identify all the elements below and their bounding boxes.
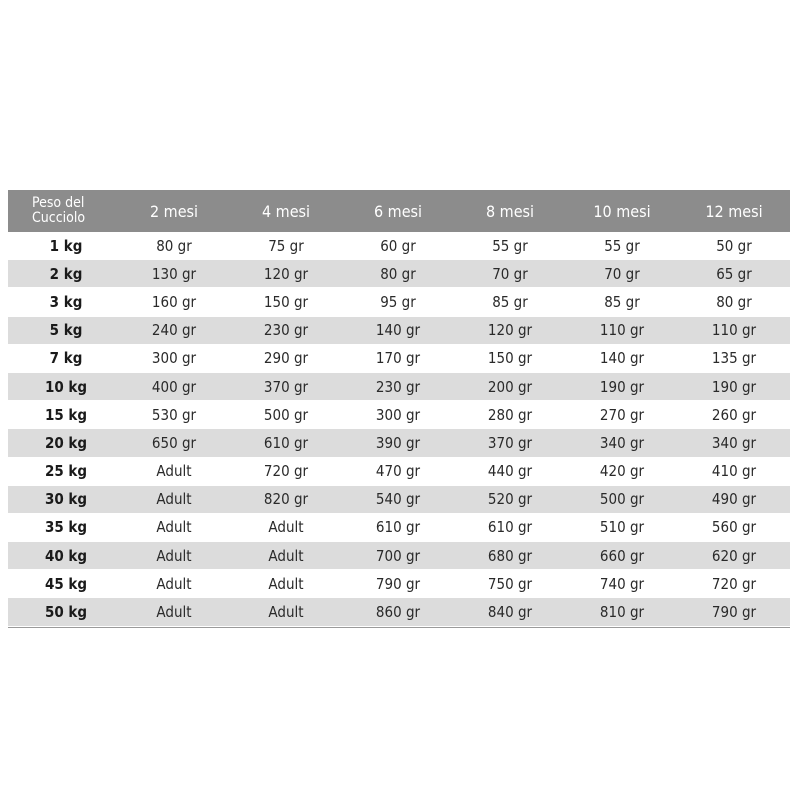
portion-cell: 400 gr	[118, 372, 230, 400]
portion-cell: 540 gr	[342, 485, 454, 513]
portion-cell: 500 gr	[566, 485, 678, 513]
weight-cell: 40 kg	[8, 542, 118, 570]
header-weight: Peso del Cucciolo	[8, 190, 118, 232]
portion-cell: 200 gr	[454, 372, 566, 400]
portion-cell: 190 gr	[566, 372, 678, 400]
table-body	[8, 232, 790, 626]
table-bottom-rule	[8, 627, 790, 628]
portion-cell: 240 gr	[118, 316, 230, 344]
table-row	[8, 570, 790, 598]
portion-cell: 160 gr	[118, 288, 230, 316]
table-row	[8, 457, 790, 485]
table-row	[8, 485, 790, 513]
portion-cell: 700 gr	[342, 542, 454, 570]
portion-cell: 560 gr	[678, 513, 790, 541]
weight-cell: 20 kg	[8, 429, 118, 457]
weight-cell: 3 kg	[8, 288, 118, 316]
feeding-table-container	[8, 190, 790, 628]
weight-cell: 25 kg	[8, 457, 118, 485]
weight-cell: 30 kg	[8, 485, 118, 513]
portion-cell: Adult	[118, 457, 230, 485]
portion-cell: 530 gr	[118, 401, 230, 429]
portion-cell: 820 gr	[230, 485, 342, 513]
portion-cell: 110 gr	[678, 316, 790, 344]
portion-cell: 80 gr	[118, 232, 230, 260]
portion-cell: 170 gr	[342, 344, 454, 372]
portion-cell: 135 gr	[678, 344, 790, 372]
weight-cell: 10 kg	[8, 372, 118, 400]
portion-cell: 140 gr	[566, 344, 678, 372]
weight-cell: 50 kg	[8, 598, 118, 626]
portion-cell: Adult	[230, 542, 342, 570]
portion-cell: 110 gr	[566, 316, 678, 344]
portion-cell: 270 gr	[566, 401, 678, 429]
portion-cell: 840 gr	[454, 598, 566, 626]
table-row	[8, 372, 790, 400]
portion-cell: Adult	[118, 570, 230, 598]
portion-cell: 420 gr	[566, 457, 678, 485]
table-row	[8, 542, 790, 570]
portion-cell: 740 gr	[566, 570, 678, 598]
portion-cell: Adult	[118, 513, 230, 541]
portion-cell: 190 gr	[678, 372, 790, 400]
table-row	[8, 260, 790, 288]
portion-cell: 70 gr	[454, 260, 566, 288]
header-8-months: 8 mesi	[454, 190, 566, 232]
portion-cell: 470 gr	[342, 457, 454, 485]
portion-cell: 65 gr	[678, 260, 790, 288]
portion-cell: 80 gr	[342, 260, 454, 288]
weight-cell: 2 kg	[8, 260, 118, 288]
portion-cell: 260 gr	[678, 401, 790, 429]
portion-cell: 490 gr	[678, 485, 790, 513]
portion-cell: 230 gr	[342, 372, 454, 400]
portion-cell: 85 gr	[566, 288, 678, 316]
portion-cell: 370 gr	[454, 429, 566, 457]
portion-cell: 340 gr	[566, 429, 678, 457]
portion-cell: 280 gr	[454, 401, 566, 429]
header-12-months: 12 mesi	[678, 190, 790, 232]
portion-cell: 520 gr	[454, 485, 566, 513]
portion-cell: 55 gr	[454, 232, 566, 260]
portion-cell: 500 gr	[230, 401, 342, 429]
weight-cell: 15 kg	[8, 401, 118, 429]
portion-cell: 790 gr	[342, 570, 454, 598]
portion-cell: Adult	[230, 513, 342, 541]
portion-cell: 720 gr	[230, 457, 342, 485]
header-4-months: 4 mesi	[230, 190, 342, 232]
table-row	[8, 513, 790, 541]
table-row	[8, 316, 790, 344]
portion-cell: 510 gr	[566, 513, 678, 541]
portion-cell: 130 gr	[118, 260, 230, 288]
header-2-months: 2 mesi	[118, 190, 230, 232]
portion-cell: 790 gr	[678, 598, 790, 626]
portion-cell: 610 gr	[454, 513, 566, 541]
table-row	[8, 288, 790, 316]
portion-cell: 230 gr	[230, 316, 342, 344]
portion-cell: 370 gr	[230, 372, 342, 400]
portion-cell: 720 gr	[678, 570, 790, 598]
portion-cell: 120 gr	[230, 260, 342, 288]
table-header-row	[8, 190, 790, 232]
weight-cell: 35 kg	[8, 513, 118, 541]
portion-cell: 300 gr	[342, 401, 454, 429]
portion-cell: 810 gr	[566, 598, 678, 626]
weight-cell: 1 kg	[8, 232, 118, 260]
portion-cell: 620 gr	[678, 542, 790, 570]
portion-cell: 680 gr	[454, 542, 566, 570]
portion-cell: Adult	[118, 542, 230, 570]
portion-cell: 300 gr	[118, 344, 230, 372]
portion-cell: Adult	[118, 598, 230, 626]
portion-cell: Adult	[230, 598, 342, 626]
portion-cell: 610 gr	[342, 513, 454, 541]
table-row	[8, 401, 790, 429]
portion-cell: 290 gr	[230, 344, 342, 372]
portion-cell: 610 gr	[230, 429, 342, 457]
portion-cell: 60 gr	[342, 232, 454, 260]
header-6-months: 6 mesi	[342, 190, 454, 232]
weight-cell: 45 kg	[8, 570, 118, 598]
portion-cell: 50 gr	[678, 232, 790, 260]
table-row	[8, 598, 790, 626]
portion-cell: Adult	[118, 485, 230, 513]
header-10-months: 10 mesi	[566, 190, 678, 232]
table-row	[8, 344, 790, 372]
table-row	[8, 232, 790, 260]
portion-cell: 55 gr	[566, 232, 678, 260]
portion-cell: 340 gr	[678, 429, 790, 457]
table-row	[8, 429, 790, 457]
portion-cell: 140 gr	[342, 316, 454, 344]
portion-cell: 80 gr	[678, 288, 790, 316]
portion-cell: 410 gr	[678, 457, 790, 485]
portion-cell: 85 gr	[454, 288, 566, 316]
portion-cell: 660 gr	[566, 542, 678, 570]
weight-cell: 5 kg	[8, 316, 118, 344]
portion-cell: Adult	[230, 570, 342, 598]
portion-cell: 120 gr	[454, 316, 566, 344]
portion-cell: 95 gr	[342, 288, 454, 316]
portion-cell: 150 gr	[230, 288, 342, 316]
portion-cell: 650 gr	[118, 429, 230, 457]
portion-cell: 390 gr	[342, 429, 454, 457]
portion-cell: 150 gr	[454, 344, 566, 372]
portion-cell: 860 gr	[342, 598, 454, 626]
weight-cell: 7 kg	[8, 344, 118, 372]
feeding-table	[8, 190, 790, 627]
portion-cell: 440 gr	[454, 457, 566, 485]
portion-cell: 75 gr	[230, 232, 342, 260]
portion-cell: 70 gr	[566, 260, 678, 288]
portion-cell: 750 gr	[454, 570, 566, 598]
